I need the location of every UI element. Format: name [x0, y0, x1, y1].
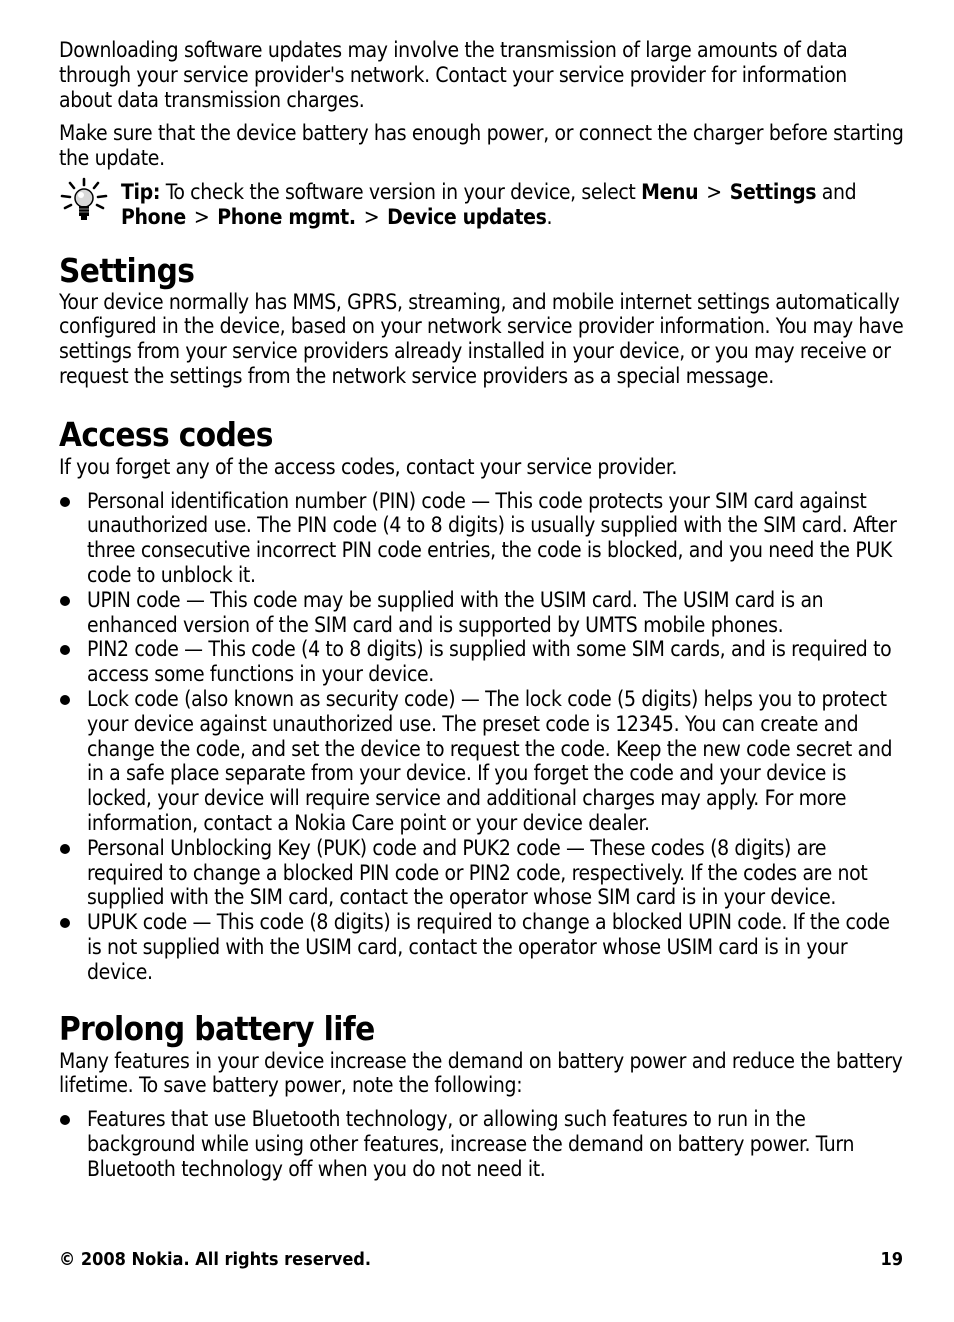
- battery-intro: Many features in your device increase the demand on battery power and reduce the battery lifetime. To save battery power, note the following:: [59, 1048, 903, 1098]
- tip-period: .: [546, 204, 553, 229]
- page-content: [59, 38, 905, 1181]
- battery-list: [59, 1107, 905, 1181]
- access-codes-list: [59, 489, 905, 985]
- page-footer: [59, 1249, 903, 1271]
- bullet-icon: [60, 645, 70, 655]
- list-item: [59, 836, 905, 910]
- bullet-icon: [60, 596, 70, 606]
- menu-path-menu: Menu: [641, 179, 699, 204]
- menu-path-settings: Settings: [729, 179, 817, 204]
- settings-heading: Settings: [59, 250, 195, 290]
- list-item-text: UPUK code — This code (8 digits) is required to change a blocked UPIN code. If the code is not supplied with the USIM card, contact the operator whose USIM card is in your device.: [87, 910, 890, 984]
- settings-paragraph: Your device normally has MMS, GPRS, streaming, and mobile internet settings automatically configured in the device, based on your network service provider information. You may have settings from your service providers already installed in your device, or you may receive or request the settings from the network service providers as a special message.: [59, 289, 904, 388]
- list-item: [59, 1107, 905, 1181]
- tip-body: To check the software version in your device, select: [160, 179, 642, 204]
- copyright-text: © 2008 Nokia. All rights reserved.: [59, 1249, 372, 1270]
- list-item: [59, 489, 905, 588]
- access-codes-intro: If you forget any of the access codes, contact your service provider.: [59, 454, 677, 479]
- menu-path-separator: >: [193, 204, 210, 229]
- bullet-icon: [60, 695, 70, 705]
- access-codes-heading: Access codes: [59, 414, 273, 454]
- list-item: [59, 637, 905, 687]
- tip-label: Tip:: [121, 179, 161, 204]
- page-number: 19: [880, 1249, 903, 1270]
- bullet-icon: [60, 844, 70, 854]
- menu-path-separator: >: [706, 179, 722, 204]
- list-item-text: Features that use Bluetooth technology, or allowing such features to run in the background while using other features, increase the demand on battery power. Turn Bluetooth technology off when you do not need it.: [87, 1107, 855, 1181]
- list-item-text: PIN2 code — This code (4 to 8 digits) is supplied with some SIM cards, and is required to access some functions in your device.: [87, 637, 892, 687]
- tip-text: [121, 180, 905, 230]
- menu-path-phone-mgmt: Phone mgmt.: [217, 204, 356, 229]
- list-item-text: UPIN code — This code may be supplied with the USIM card. The USIM card is an enhanced version of the SIM card and is supported by UMTS mobile phones.: [87, 587, 824, 637]
- list-item: [59, 687, 905, 836]
- intro-paragraph-1: Downloading software updates may involve the transmission of large amounts of data through your service provider's network. Contact your service provider for information about data transmission charges.: [59, 38, 848, 112]
- lightbulb-icon: [59, 177, 109, 223]
- bullet-icon: [60, 1115, 70, 1125]
- list-item-text: Lock code (also known as security code) — The lock code (5 digits) helps you to protect your device against unauthorized use. The preset code is 12345. You can create and change the code, and set the device to request the code. Keep the new code secret and in a safe place separate from your device. If you forget the code and your device is locked, your device will require service and additional charges may apply. For more information, contact a Nokia Care point or your device dealer.: [87, 686, 893, 835]
- tip-and: and: [816, 179, 857, 204]
- menu-path-separator: >: [363, 204, 380, 229]
- intro-paragraph-2: Make sure that the device battery has enough power, or connect the charger before starting the update.: [59, 121, 904, 171]
- tip-box: [59, 180, 905, 230]
- list-item: [59, 588, 905, 638]
- menu-path-phone: Phone: [121, 204, 186, 229]
- list-item-text: Personal Unblocking Key (PUK) code and PUK2 code — These codes (8 digits) are required to change a blocked PIN code or PIN2 code, respectively. If the codes are not supplied with the SIM card, contact the operator whose SIM card is in your device.: [87, 835, 868, 910]
- menu-path-device-updates: Device updates: [387, 204, 547, 229]
- battery-heading: Prolong battery life: [59, 1008, 375, 1048]
- bullet-icon: [60, 497, 70, 507]
- bullet-icon: [60, 918, 70, 928]
- list-item: [59, 910, 905, 984]
- list-item-text: Personal identification number (PIN) code — This code protects your SIM card against unauthorized use. The PIN code (4 to 8 digits) is usually supplied with the SIM card. After three consecutive incorrect PIN code entries, the code is blocked, and you need the PUK code to unblock it.: [87, 488, 897, 587]
